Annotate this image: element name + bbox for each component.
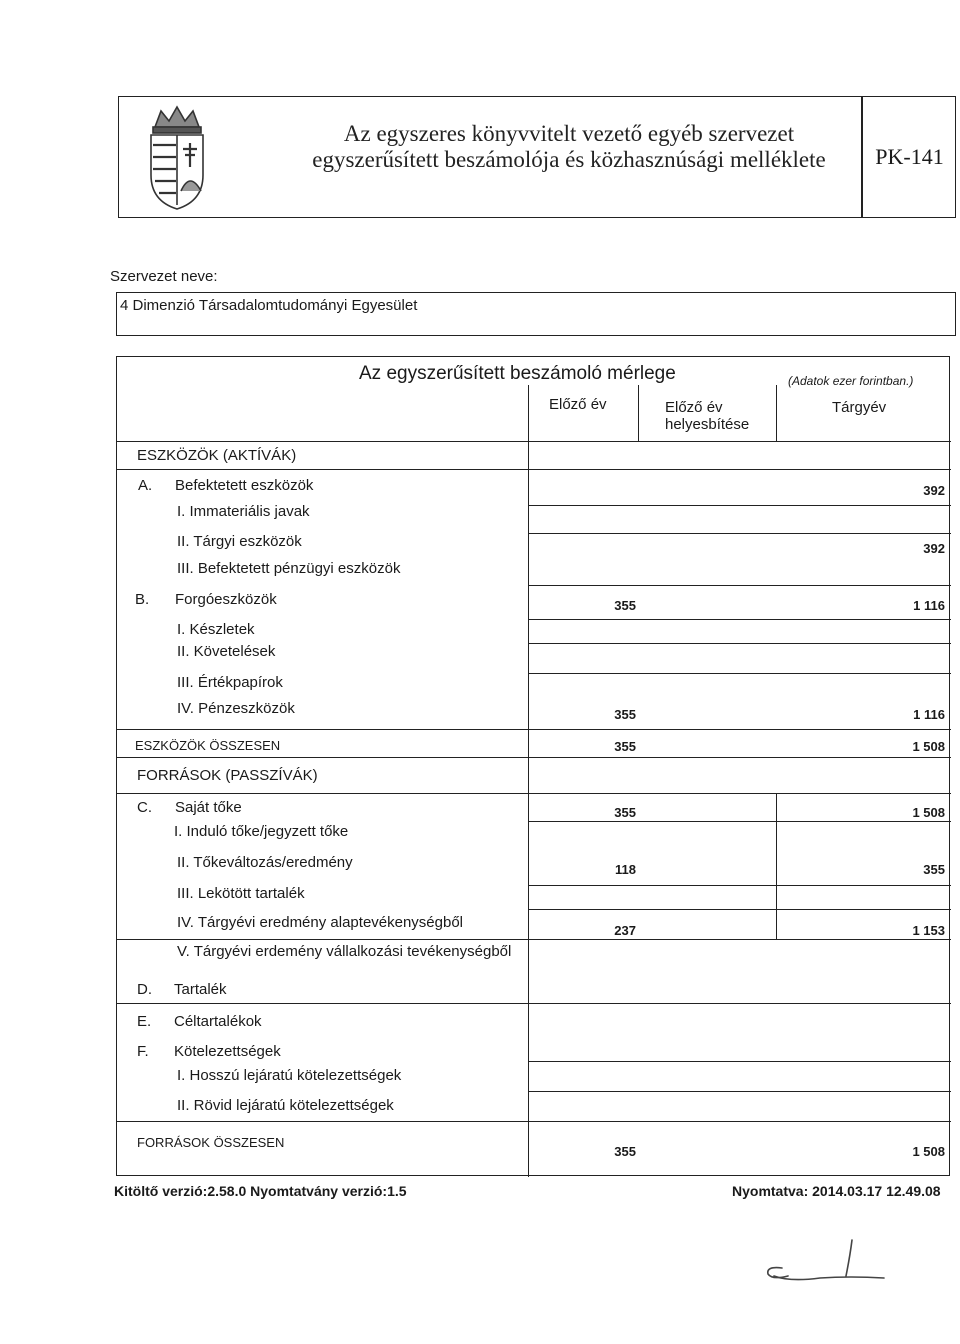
unit-note: (Adatok ezer forintban.) [788,374,914,388]
column-header-prev-adjustment-line-2: helyesbítése [665,416,750,433]
assets-total-label: ESZKÖZÖK ÖSSZESEN [135,738,281,753]
row-d-code: D. [137,981,152,998]
row-divider [528,505,951,506]
row-a-label: Befektetett eszközök [175,477,314,494]
row-divider [117,469,951,470]
row-b-current: 1 116 [913,598,945,613]
row-c2-previous: 118 [615,862,636,877]
row-f2-label: II. Rövid lejáratú kötelezettségek [177,1097,394,1114]
column-header-prev-adjustment-line-1: Előző év [665,399,723,416]
coat-of-arms-icon [131,105,223,211]
column-header-prev: Előző év [549,396,607,413]
row-b4-previous: 355 [614,707,636,722]
column-divider [638,385,639,441]
column-header-prev-adjustment [665,399,749,433]
column-divider [776,385,777,441]
row-c1-label: I. Induló tőke/jegyzett tőke [174,823,349,840]
row-c4-label: IV. Tárgyévi eredmény alaptevékenységből [177,914,464,931]
form-title [289,121,849,173]
row-b1-label: I. Készletek [177,621,255,638]
form-title-line-2: egyszerűsített beszámolója és közhasznúsági melléklete [312,147,826,172]
row-f-code: F. [137,1043,149,1060]
row-b-label: Forgóeszközök [175,591,277,608]
row-c-code: C. [137,799,152,816]
row-c-previous: 355 [614,805,636,820]
row-divider [117,757,951,758]
row-divider [528,1091,951,1092]
version-info: Kitöltő verzió:2.58.0 Nyomtatvány verzió:1.5 [114,1183,407,1199]
row-c-current: 1 508 [912,805,945,820]
row-a2-label: II. Tárgyi eszközök [177,533,302,550]
row-f-label: Kötelezettségek [174,1043,281,1060]
row-a3-label: III. Befektetett pénzügyi eszközök [177,560,401,577]
row-divider [528,885,951,886]
organization-name-field [116,292,956,336]
liabilities-total-label: FORRÁSOK ÖSSZESEN [137,1135,285,1150]
row-divider [117,1003,951,1004]
form-code: PK-141 [875,144,944,169]
assets-total-current: 1 508 [912,739,945,754]
organization-label: Szervezet neve: [110,268,218,285]
column-header-current: Tárgyév [832,399,887,416]
row-divider [528,909,951,910]
row-divider [528,533,951,534]
row-c4-current: 1 153 [912,923,945,938]
print-timestamp: Nyomtatva: 2014.03.17 12.49.08 [732,1183,941,1199]
row-a-current: 392 [923,483,945,498]
row-divider [117,441,951,442]
liabilities-total-current: 1 508 [912,1144,945,1159]
row-d-label: Tartalék [174,981,227,998]
balance-title: Az egyszerűsített beszámoló mérlege [359,363,676,384]
balance-sheet-table [116,356,950,1176]
row-divider [528,585,951,586]
row-e-label: Céltartalékok [174,1013,262,1030]
row-c-label: Saját tőke [175,799,242,816]
row-b3-label: III. Értékpapírok [177,674,283,691]
row-c3-label: III. Lekötött tartalék [177,885,305,902]
row-divider [117,729,951,730]
row-c4-previous: 237 [614,923,636,938]
row-e-code: E. [137,1013,152,1030]
row-a1-label: I. Immateriális javak [177,503,310,520]
row-c5-label: V. Tárgyévi erdemény vállalkozási tevékenységből [177,943,512,960]
form-title-line-1: Az egyszeres könyvvitelt vezető egyéb szervezet [343,121,795,146]
row-b4-current: 1 116 [913,707,945,722]
row-divider [117,1121,951,1122]
row-f1-label: I. Hosszú lejáratú kötelezettségek [177,1067,402,1084]
row-c2-current: 355 [923,862,945,877]
column-divider [528,385,529,1177]
assets-total-previous: 355 [614,739,636,754]
row-divider [117,793,951,794]
column-divider [776,793,777,939]
row-b2-label: II. Követelések [177,643,276,660]
liabilities-heading: FORRÁSOK (PASSZÍVÁK) [137,767,318,784]
row-divider [528,643,951,644]
row-divider [117,939,951,940]
row-a-code: A. [138,477,153,494]
row-a2-current: 392 [923,541,945,556]
assets-heading: ESZKÖZÖK (AKTÍVÁK) [137,447,297,464]
row-divider [528,1061,951,1062]
row-c2-label: II. Tőkeváltozás/eredmény [177,854,353,871]
row-b-code: B. [135,591,150,608]
signature-icon [760,1236,890,1296]
organization-name: 4 Dimenzió Társadalomtudományi Egyesület [120,297,418,314]
form-header [118,96,956,218]
row-divider [528,673,951,674]
row-b-previous: 355 [614,598,636,613]
row-b4-label: IV. Pénzeszközök [177,700,295,717]
row-divider [528,619,951,620]
row-divider [528,821,951,822]
liabilities-total-previous: 355 [614,1144,636,1159]
